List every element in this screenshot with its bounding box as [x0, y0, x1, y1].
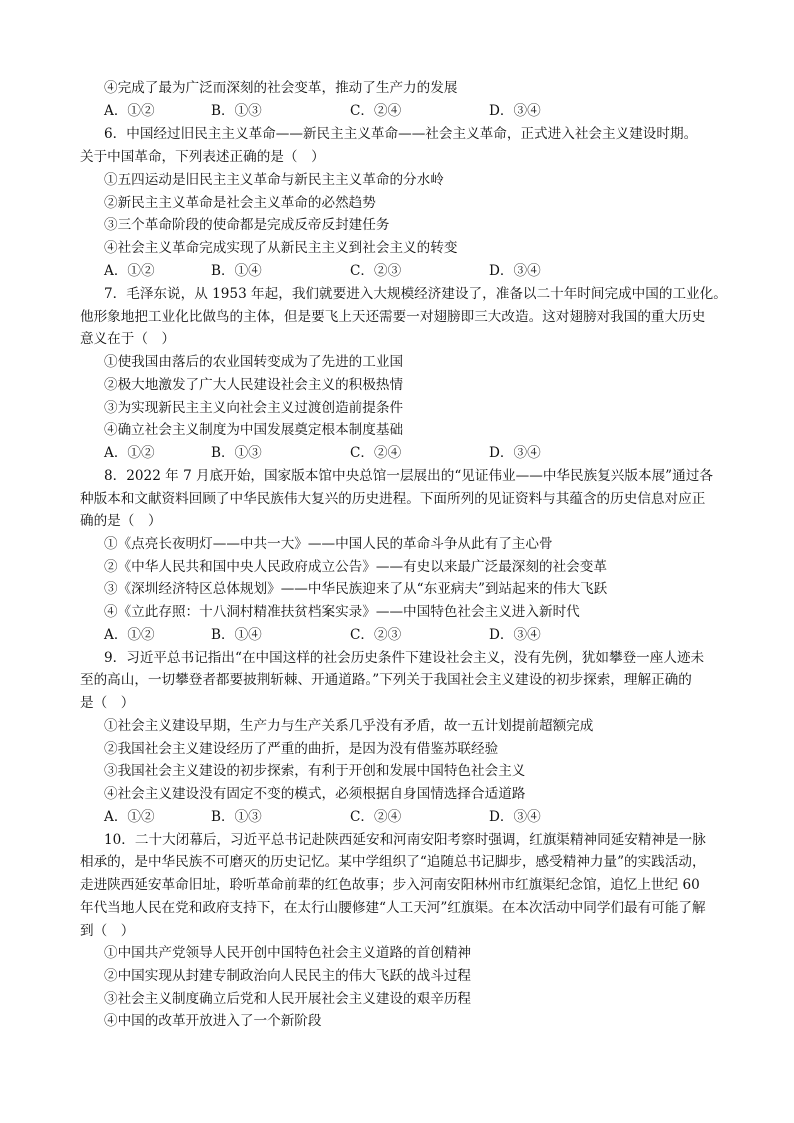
q5-option-d: D．③④: [489, 103, 541, 119]
q8-stem-line-3: 确的是（ ）: [80, 513, 162, 529]
q7-stem-line-2: 他形象地把工业化比做鸟的主体，但是要飞上天还需要一对翅膀即三大改造。这对翅膀对我国的重大历史: [80, 309, 706, 325]
q7-item-4: ④确立社会主义制度为中国发展奠定根本制度基础: [104, 422, 404, 438]
q5-option-c: C．②④: [350, 103, 402, 119]
q10-stem-line-4: 年代当地人民在党和政府支持下，在太行山腰修建“人工天河”红旗渠。在本次活动中同学们最有可能了解: [80, 900, 706, 916]
q8-item-1: ①《点亮长夜明灯——中共一大》——中国人民的革命斗争从此有了主心骨: [104, 536, 553, 552]
q7-item-2: ②极大地激发了广大人民建设社会主义的积极热情: [104, 377, 404, 393]
q10-stem-line-1: 10．二十大闭幕后，习近平总书记赴陕西延安和河南安阳考察时强调，红旗渠精神同延安精神是一脉: [104, 832, 706, 848]
q8-option-a: A．①②: [104, 627, 155, 643]
q9-stem-line-3: 是（ ）: [80, 695, 135, 711]
q10-stem-line-5: 到（ ）: [80, 923, 135, 939]
q9-option-b: B．①③: [211, 809, 262, 825]
q6-option-d: D．③④: [489, 263, 541, 279]
q7-item-1: ①使我国由落后的农业国转变成为了先进的工业国: [104, 354, 404, 370]
q8-stem-line-1: 8．2022 年 7 月底开始，国家版本馆中央总馆一层展出的“见证伟业——中华民族复兴版本展”通过各: [104, 468, 713, 484]
q8-option-b: B．①④: [211, 627, 262, 643]
q7-option-b: B．①③: [211, 445, 262, 461]
q9-stem-line-2: 至的高山，一切攀登者都要披荆斩棘、开通道路。”下列关于我国社会主义建设的初步探索，理解正确的: [80, 672, 692, 688]
q10-stem-line-2: 相承的，是中华民族不可磨灭的历史记忆。某中学组织了“追随总书记脚步，感受精神力量”的实践活动，: [80, 854, 706, 870]
q9-item-3: ③我国社会主义建设的初步探索，有利于开创和发展中国特色社会主义: [104, 763, 526, 779]
q8-item-3: ③《深圳经济特区总体规划》——中华民族迎来了从“东亚病夫”到站起来的伟大飞跃: [104, 581, 608, 597]
q6-stem-line-1: 6．中国经过旧民主主义革命——新民主主义革命——社会主义革命，正式进入社会主义建设时期。: [104, 126, 698, 142]
q6-item-1: ①五四运动是旧民主主义革命与新民主主义革命的分水岭: [104, 172, 444, 188]
q8-option-d: D．③④: [489, 627, 541, 643]
q9-stem-line-1: 9．习近平总书记指出“在中国这样的社会历史条件下建设社会主义，没有先例，犹如攀登一座人迹未: [104, 650, 705, 666]
q9-item-2: ②我国社会主义建设经历了严重的曲折，是因为没有借鉴苏联经验: [104, 741, 499, 757]
q6-item-4: ④社会主义革命完成实现了从新民主主义到社会主义的转变: [104, 240, 458, 256]
q7-item-3: ③为实现新民主主义向社会主义过渡创造前提条件: [104, 400, 404, 416]
q8-item-4: ④《立此存照：十八洞村精准扶贫档案实录》——中国特色社会主义进入新时代: [104, 604, 580, 620]
q8-option-c: C．②③: [350, 627, 402, 643]
q7-stem-line-1: 7．毛泽东说，从 1953 年起，我们就要进入大规模经济建设了，准备以二十年时间完成中国的工业化。: [104, 286, 727, 302]
q7-stem-line-3: 意义在于（ ）: [80, 331, 176, 347]
q9-option-d: D．③④: [489, 809, 541, 825]
q8-item-2: ②《中华人民共和国中央人民政府成立公告》——有史以来最广泛最深刻的社会变革: [104, 559, 607, 575]
q6-option-a: A．①②: [104, 263, 155, 279]
q10-item-1: ①中国共产党领导人民开创中国特色社会主义道路的首创精神: [104, 945, 472, 961]
q8-stem-line-2: 种版本和文献资料回顾了中华民族伟大复兴的历史进程。下面所列的见证资料与其蕴含的历史信息对应正: [80, 491, 706, 507]
q9-item-1: ①社会主义建设早期，生产力与生产关系几乎没有矛盾，故一五计划提前超额完成: [104, 718, 594, 734]
q10-item-2: ②中国实现从封建专制政治向人民民主的伟大飞跃的战斗过程: [104, 968, 472, 984]
q7-option-c: C．②④: [350, 445, 402, 461]
q6-stem-line-2: 关于中国革命，下列表述正确的是（ ）: [80, 149, 325, 165]
q9-item-4: ④社会主义建设没有固定不变的模式，必须根据自身国情选择合适道路: [104, 786, 526, 802]
q9-option-a: A．①②: [104, 809, 155, 825]
q5-option-a: A．①②: [104, 103, 155, 119]
q6-option-c: C．②③: [350, 263, 402, 279]
q5-item-4: ④完成了最为广泛而深刻的社会变革，推动了生产力的发展: [104, 80, 458, 96]
q7-option-a: A．①②: [104, 445, 155, 461]
q6-item-2: ②新民主主义革命是社会主义革命的必然趋势: [104, 195, 376, 211]
q10-stem-line-3: 走进陕西延安革命旧址，聆听革命前辈的红色故事；步入河南安阳林州市红旗渠纪念馆，追忆上世纪 60: [80, 877, 700, 893]
q9-option-c: C．②④: [350, 809, 402, 825]
q6-option-b: B．①④: [211, 263, 262, 279]
q7-option-d: D．③④: [489, 445, 541, 461]
q10-item-4: ④中国的改革开放进入了一个新阶段: [104, 1013, 322, 1029]
q5-option-b: B．①③: [211, 103, 262, 119]
q10-item-3: ③社会主义制度确立后党和人民开展社会主义建设的艰辛历程: [104, 991, 472, 1007]
q6-item-3: ③三个革命阶段的使命都是完成反帝反封建任务: [104, 217, 390, 233]
